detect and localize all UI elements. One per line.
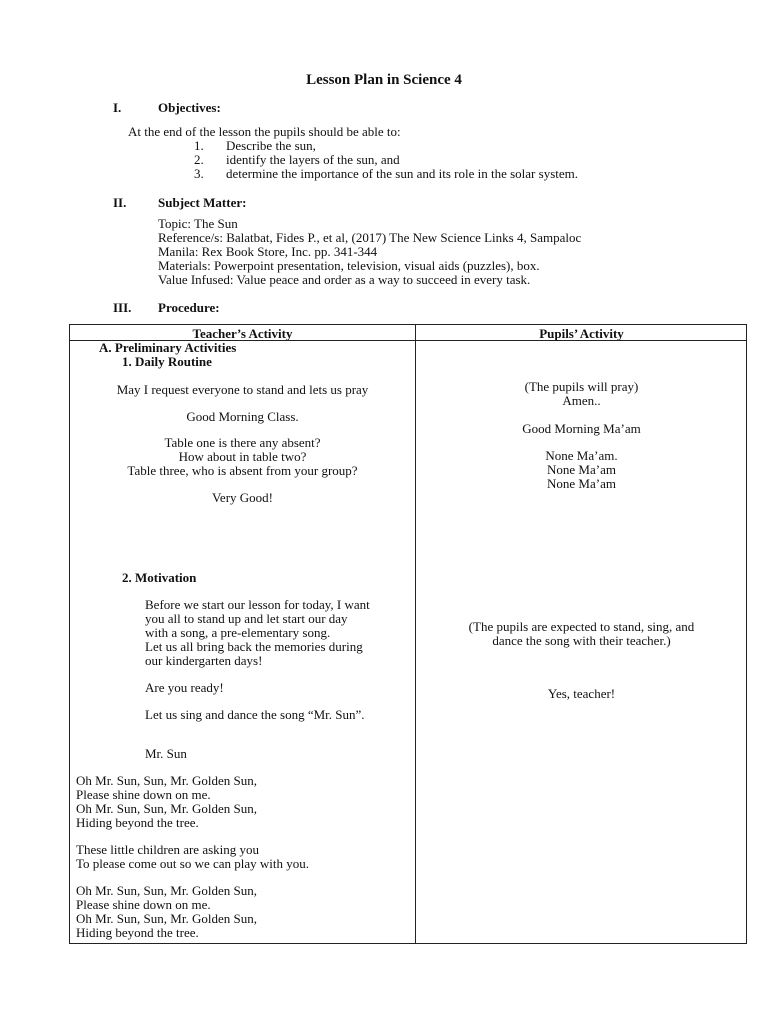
objective-text: determine the importance of the sun and its role in the solar system. <box>226 166 578 181</box>
teacher-line: Good Morning Class. <box>186 409 299 424</box>
section-objectives-heading <box>113 100 413 116</box>
pupil-line: None Ma’am <box>547 476 616 491</box>
objective-number: 3. <box>194 166 204 181</box>
teacher-line: Table one is there any absent? <box>164 435 321 450</box>
pupil-line: Amen.. <box>562 393 601 408</box>
teacher-line: Let us all bring back the memories during <box>145 639 363 654</box>
teacher-line: Before we start our lesson for today, I want <box>145 597 370 612</box>
song-lyric-line: Oh Mr. Sun, Sun, Mr. Golden Sun, <box>76 883 257 898</box>
teacher-line: Are you ready! <box>145 680 224 695</box>
pupil-line: (The pupils are expected to stand, sing, and <box>468 619 695 634</box>
page-title: Lesson Plan in Science 4 <box>306 72 462 88</box>
teacher-line: you all to stand up and let start our day <box>145 611 348 626</box>
pupil-line: None Ma’am <box>547 462 616 477</box>
daily-routine-heading: 1. Daily Routine <box>122 354 212 369</box>
column-header-teacher: Teacher’s Activity <box>192 326 293 341</box>
pupil-line: (The pupils will pray) <box>524 379 639 394</box>
section-procedure-heading <box>113 300 413 316</box>
song-title: Mr. Sun <box>145 746 187 761</box>
section-number: I. <box>113 100 122 115</box>
song-lyric-line: Hiding beyond the tree. <box>76 815 199 830</box>
column-header-pupils: Pupils’ Activity <box>539 326 624 341</box>
objectives-intro: At the end of the lesson the pupils should be able to: <box>128 124 401 139</box>
section-label: Procedure: <box>158 300 220 315</box>
objective-number: 1. <box>194 138 204 153</box>
teacher-line: with a song, a pre-elementary song. <box>145 625 331 640</box>
objective-number: 2. <box>194 152 204 167</box>
song-lyric-line: To please come out so we can play with you. <box>76 856 310 871</box>
song-lyric-line: Hiding beyond the tree. <box>76 925 199 940</box>
pupil-line: Yes, teacher! <box>547 686 616 701</box>
song-lyric-line: Please shine down on me. <box>76 897 211 912</box>
song-lyric-line: Please shine down on me. <box>76 787 211 802</box>
section-label: Subject Matter: <box>158 195 247 210</box>
song-lyric-line: Oh Mr. Sun, Sun, Mr. Golden Sun, <box>76 801 257 816</box>
objective-text: identify the layers of the sun, and <box>226 152 400 167</box>
subject-topic: Topic: The Sun <box>158 216 238 231</box>
activity-table <box>69 324 747 944</box>
preliminary-activities-heading: A. Preliminary Activities <box>99 340 237 355</box>
section-number: III. <box>113 300 132 315</box>
teacher-line: How about in table two? <box>178 449 307 464</box>
song-lyric-line: These little children are asking you <box>76 842 260 857</box>
subject-value-infused: Value Infused: Value peace and order as a way to succeed in every task. <box>158 272 531 287</box>
objective-text: Describe the sun, <box>226 138 316 153</box>
song-lyric-line: Oh Mr. Sun, Sun, Mr. Golden Sun, <box>76 773 257 788</box>
section-label: Objectives: <box>158 100 221 115</box>
teacher-line: Table three, who is absent from your group? <box>127 463 358 478</box>
pupil-line: Good Morning Ma’am <box>522 421 641 436</box>
teacher-line: May I request everyone to stand and lets us pray <box>116 382 369 397</box>
subject-reference: Reference/s: Balatbat, Fides P., et al, (2017) The New Science Links 4, Sampaloc <box>158 230 582 245</box>
song-lyric-line: Oh Mr. Sun, Sun, Mr. Golden Sun, <box>76 911 257 926</box>
subject-reference-cont: Manila: Rex Book Store, Inc. pp. 341-344 <box>158 244 378 259</box>
subject-materials: Materials: Powerpoint presentation, television, visual aids (puzzles), box. <box>158 258 540 273</box>
section-subject-matter-heading <box>113 195 413 211</box>
pupil-line: None Ma’am. <box>545 448 618 463</box>
teacher-line: our kindergarten days! <box>145 653 263 668</box>
motivation-heading: 2. Motivation <box>122 570 197 585</box>
pupil-line: dance the song with their teacher.) <box>492 633 671 648</box>
teacher-line: Let us sing and dance the song “Mr. Sun”. <box>145 707 365 722</box>
teacher-line: Very Good! <box>211 490 273 505</box>
section-number: II. <box>113 195 127 210</box>
